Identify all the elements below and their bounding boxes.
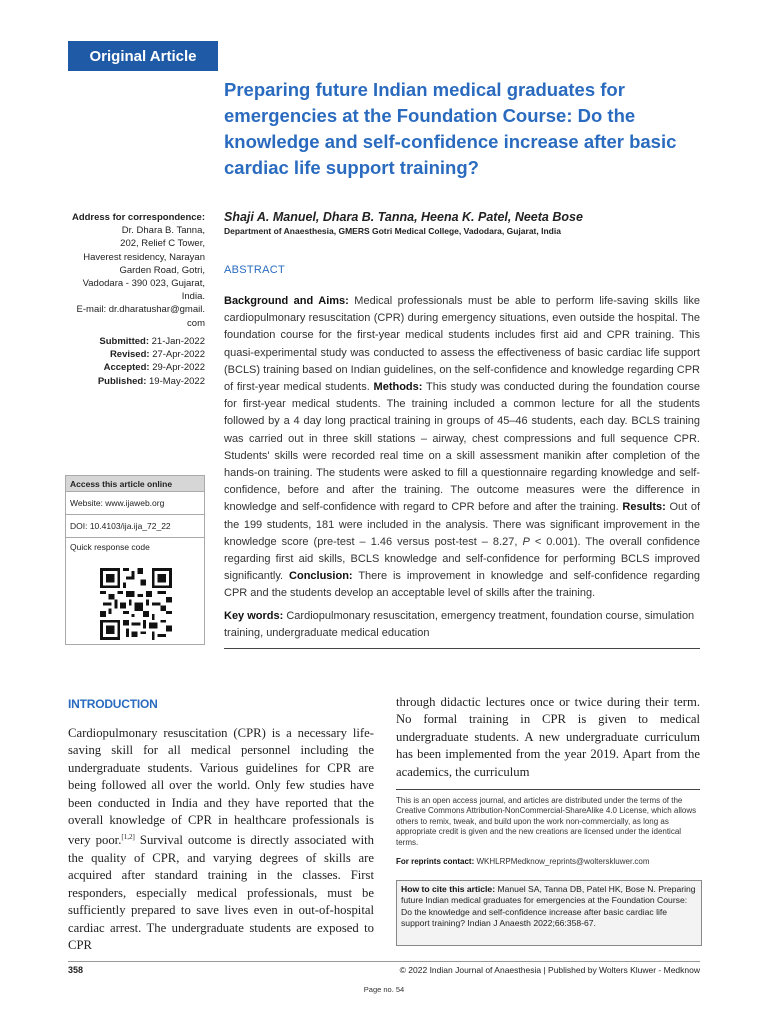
date-published: Published: 19-May-2022 [97, 375, 205, 387]
intro-column-1 [68, 725, 374, 955]
page-number: 358 [68, 965, 84, 975]
date-submitted: Submitted: 21-Jan-2022 [99, 336, 205, 347]
intro-text-cont: Survival outcome is directly associated with the quality of CPR, and varying degrees of skills are acquired after standard training in the classes. First responders, especially medical professionals, must be sufficiently prepared to save lives even in out-of-hospital cardiac arrest. The undergraduate students are exposed to CPR [68, 833, 374, 953]
corr-line: Vadodara - 390 023, Gujarat, [82, 278, 205, 290]
reprints-email[interactable]: WKHLRPMedknow_reprints@wolterskluwer.com [476, 857, 650, 866]
results-text-2: < 0.001). The overall confidence regarding first aid skills, BCLS knowledge and self-confidence for performing BCLS improved significantly. [224, 535, 701, 583]
corr-email[interactable]: E-mail: dr.dharatushar@gmail. [76, 304, 205, 316]
access-header: Access this article online [66, 476, 204, 492]
qr-code-icon[interactable] [100, 568, 172, 640]
corr-line: 202, Relief C Tower, [120, 238, 205, 250]
divider [396, 789, 700, 790]
website-link[interactable]: Website: www.ijaweb.org [66, 492, 204, 515]
corr-line: Garden Road, Gotri, [119, 264, 205, 276]
bg-label: Background and Aims: [224, 295, 349, 307]
abstract-heading: ABSTRACT [224, 264, 286, 276]
corr-line: Dr. Dhara B. Tanna, [121, 225, 205, 237]
corr-line: India. [181, 291, 205, 303]
footer-divider [68, 961, 700, 962]
correspondence-block [40, 211, 205, 330]
access-online-box [65, 475, 205, 645]
citation-ref[interactable]: [1,2] [121, 833, 135, 842]
conclusion-text: There is improvement in knowledge and self-confidence regarding CPR and the students develop an acceptable level of skills after the training. [224, 570, 701, 600]
intro-column-2: through didactic lectures once or twice during their term. No formal training in CPR is given to medical undergraduate students. A new undergraduate curriculum has been implemented from the year 2019. Apart from the academics, the curriculum [396, 695, 700, 779]
citation-box [396, 880, 702, 946]
results-text: Out of the 199 students, 181 were included in the analysis. There was significant improvement in the knowledge score (pre-test – 1.46 versus post-test – 8.27, [224, 501, 700, 548]
reprints-label: For reprints contact: [396, 857, 475, 866]
reprints-contact [396, 857, 650, 866]
author-list: Shaji A. Manuel, Dhara B. Tanna, Heena K. Patel, Neeta Bose [224, 210, 583, 224]
methods-label: Methods: [373, 381, 423, 394]
date-accepted: Accepted: 29-Apr-2022 [103, 362, 205, 374]
introduction-heading: INTRODUCTION [68, 697, 158, 711]
corr-line: Haverest residency, Narayan [83, 251, 205, 263]
keywords [224, 608, 700, 642]
correspondence-label: Address for correspondence: [71, 212, 205, 223]
page-no-label: Page no. 54 [363, 985, 405, 994]
article-title: Preparing future Indian medical graduates for emergencies at the Foundation Course: Do the knowledge and self-confidence increase after basic cardiac life support training? [224, 79, 677, 178]
cite-text: Manuel SA, Tanna DB, Patel HK, Bose N. Preparing future Indian medical graduates for emergencies at the Foundation Course: Do the knowledge and self-confidence increase after basic cardiac life support training? Indian J Anaesth 2022;66:358-67. [401, 884, 696, 928]
p-value-symbol: P [522, 535, 530, 548]
dates-block [40, 335, 205, 388]
doi-link[interactable]: DOI: 10.4103/ija.ija_72_22 [66, 515, 204, 538]
divider [224, 648, 700, 649]
bg-text: Medical professionals must be able to perform life-saving skills like cardiopulmonary resuscitation (CPR) during emergency situations, even outside the hospital. The foundation course for the first-year medical students includes first aid and CPR training. This quasi-experimental study was conducted to assess the effectiveness of basic cardiac life support (BCLS) training based on Indian guidelines, on the self-confidence and knowledge regarding CPR of first-year medical students. [224, 295, 700, 394]
cite-label: How to cite this article: [401, 884, 496, 894]
keywords-text: Cardiopulmonary resuscitation, emergency treatment, foundation course, simulation training, undergraduate medical education [224, 610, 695, 639]
conclusion-label: Conclusion: [289, 570, 353, 583]
corr-email-cont[interactable]: com [187, 317, 205, 329]
journal-credit: © 2022 Indian Journal of Anaesthesia | Published by Wolters Kluwer - Medknow [399, 965, 700, 975]
article-type-badge: Original Article [68, 41, 218, 71]
intro-text: Cardiopulmonary resuscitation (CPR) is a necessary life-saving skill for all medical personnel including the undergraduate students. Various guidelines for CPR are being followed all over the world. Only few studies have been conducted in India and they have reported that the overall knowledge of CPR in healthcare professionals is very poor. [68, 726, 374, 848]
qr-label: Quick response code [70, 542, 150, 552]
keywords-label: Key words: [224, 610, 284, 622]
license-note: This is an open access journal, and articles are distributed under the terms of the Creative Commons Attribution-NonCommercial-ShareAlike 4.0 License, which allows others to remix, tweak, and build upon the work non-commercially, as long as appropriate credit is given and the new creations are licensed under the identical terms. [396, 796, 697, 847]
methods-text: This study was conducted during the foundation course for first-year medical students. The training included a common lecture for all the students followed by a 4 day long practical training in groups of 45–46 students, each day. BCLS training was carried out in three skill stations – airway, chest compressions and full sequence CPR. Students' skills were recorded real time on a skill assessment manikin after completion of the hands-on training. The students were asked to fill a questionnaire regarding knowledge and self-confidence, before and after the training. The outcome measures were the difference in knowledge and self-confidence with regard to CPR before and after the training. [224, 381, 700, 514]
date-revised: Revised: 27-Apr-2022 [109, 349, 205, 361]
abstract-text [224, 293, 700, 603]
department: Department of Anaesthesia, GMERS Gotri Medical College, Vadodara, Gujarat, India [224, 226, 561, 236]
results-label: Results: [622, 501, 666, 514]
